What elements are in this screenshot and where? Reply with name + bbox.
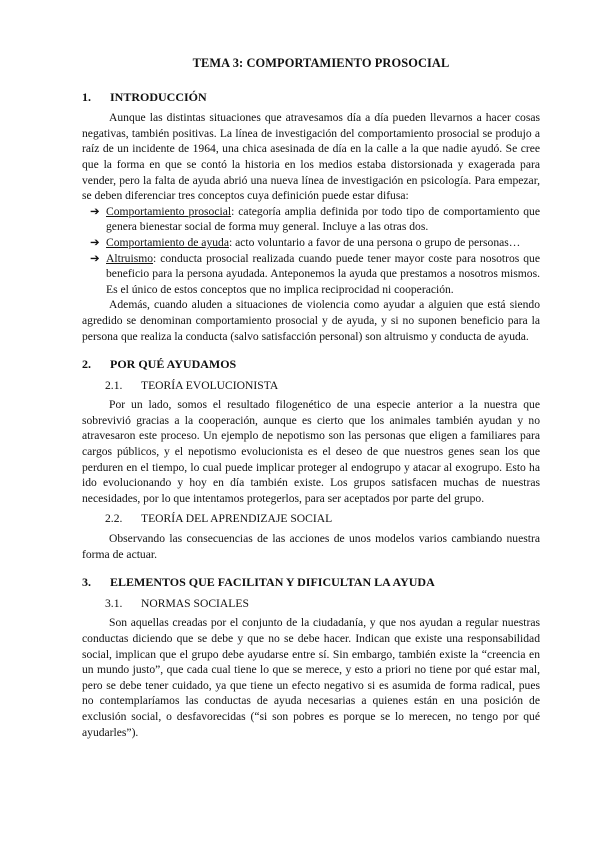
subsection-heading [82, 511, 540, 527]
document-title: TEMA 3: COMPORTAMIENTO PROSOCIAL [192, 56, 450, 70]
section-title: INTRODUCCIÓN [110, 89, 207, 104]
section-por-que-ayudamos [82, 357, 540, 562]
concept-definition: : acto voluntario a favor de una persona o grupo de personas… [229, 235, 521, 249]
section-introduccion [82, 90, 540, 345]
arrow-right-icon: ➔ [90, 235, 100, 249]
subsection-number: 2.1. [105, 378, 123, 392]
concept-list [82, 204, 540, 298]
subsection-title: TEORÍA EVOLUCIONISTA [141, 378, 279, 392]
subsection-number: 3.1. [105, 596, 123, 610]
section-elementos [82, 575, 540, 740]
section-heading [82, 90, 540, 106]
intro-paragraph-2: Además, cuando aluden a situaciones de violencia como ayudar a alguien que está siendo agredido se denominan comportamiento prosocial y de ayuda, y si no suponen beneficio para la persona que realiza la conducta (salvo satisfacción personal) son altruismo y conducta de ayuda. [82, 298, 540, 343]
section-number: 2. [82, 357, 91, 372]
subsection-paragraph: Observando las consecuencias de las acciones de unos modelos varios cambiando nuestra forma de actuar. [82, 532, 540, 561]
arrow-right-icon: ➔ [90, 204, 100, 218]
subsection-heading [82, 596, 540, 612]
subsection-title: TEORÍA DEL APRENDIZAJE SOCIAL [141, 512, 333, 526]
list-item [90, 251, 540, 298]
subsection-number: 2.2. [105, 512, 123, 526]
section-heading [82, 575, 540, 591]
concept-term: Comportamiento prosocial [106, 204, 232, 218]
section-title: POR QUÉ AYUDAMOS [110, 357, 237, 372]
list-item [90, 235, 540, 251]
section-title: ELEMENTOS QUE FACILITAN Y DIFICULTAN LA AYUDA [110, 575, 435, 590]
subsection-heading [82, 378, 540, 394]
section-number: 3. [82, 575, 91, 590]
concept-term: Altruismo [106, 251, 154, 265]
concept-definition: : categoría amplia definida por todo tipo de comportamiento que genera bienestar social de forma muy general. Incluye a las otras dos. [106, 204, 540, 234]
list-item [90, 204, 540, 235]
subsection-title: NORMAS SOCIALES [141, 596, 249, 610]
section-number: 1. [82, 89, 91, 104]
subsection-paragraph: Por un lado, somos el resultado filogenético de una especie anterior a la nuestra que sobrevivió gracias a la cooperación, aunque es cierto que los animales también ayudan y no atravesaron este proceso. Un ejemplo de nepotismo son las personas que eligen a familiares para cargos públicos, y el nepotismo evolucionista es el deseo de que nuestros genes sean los que perduren en el tiempo, lo cual puede implicar proteger al endogrupo y atacar al exogrupo. Esto ha ido evolucionando y hoy en día también existe. Los grupos satisfacen muchas de nuestras necesidades, por lo que intentamos protegerlos, para ser aceptados por parte del grupo. [82, 398, 540, 505]
concept-term: Comportamiento de ayuda [106, 235, 229, 249]
section-heading [82, 357, 540, 373]
subsection-paragraph: Son aquellas creadas por el conjunto de la ciudadanía, y que nos ayudan a regular nuestras conductas diciendo que se debe y que no se debe hacer. Indican que existe una responsabilidad social, implican que el grupo debe ayudarse entre sí. Sin embargo, también existe la “creencia en un mundo justo”, que cada cual tiene lo que se merece, y esto a priori no tiene por qué estar mal, pero se debe tener cuidado, ya que tiene un efecto negativo si es asumida de forma radical, pues no contemplaríamos las conductas de ayuda necesarias a quienes están en una posición de exclusión social, o desfavorecidas (“si son pobres es porque se lo merecen, no tengo por qué ayudarles”). [82, 616, 540, 739]
arrow-right-icon: ➔ [90, 251, 100, 265]
intro-paragraph: Aunque las distintas situaciones que atravesamos día a día pueden llevarnos a hacer cosas negativas, también positivas. La línea de investigación del comportamiento prosocial se produjo a raíz de un incidente de 1964, una chica asesinada de día en la calle a la que nadie ayudó. Se cree que la forma en que se contó la historia en los medios estaba distorsionada y exagerada para vender, pero la falta de ayuda abrió una nueva línea de investigación en psicología. Para empezar, se deben diferenciar tres conceptos cuya definición puede estar difusa: [82, 111, 540, 203]
concept-definition: : conducta prosocial realizada cuando puede tener mayor coste para nosotros que beneficio para la persona ayudada. Anteponemos la ayuda que prestamos a nosotros mismos. Es el único de estos conceptos que no implica reciprocidad ni cooperación. [106, 251, 540, 296]
